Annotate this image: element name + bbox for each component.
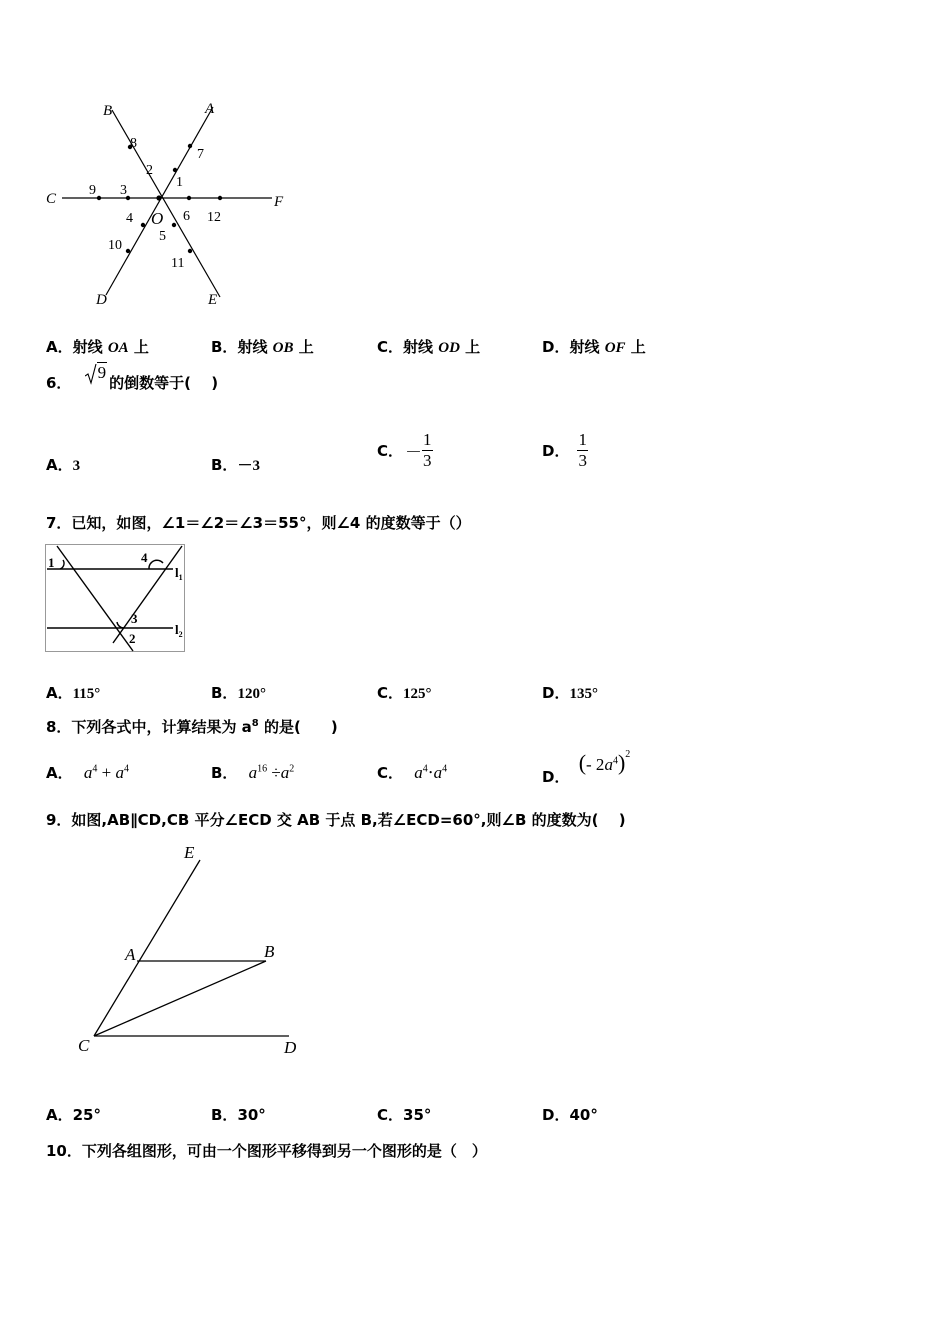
question-text: 的倒数等于( ) [109, 374, 219, 392]
question-6 [46, 363, 219, 395]
exponent: 8 [251, 718, 259, 729]
option-text: 射线 [403, 338, 439, 356]
option-value: 30° [237, 1106, 266, 1124]
point-a-label: A [125, 945, 136, 964]
q8-option-c[interactable] [377, 762, 447, 783]
point-f-label: F [274, 194, 284, 210]
option-letter: B． [211, 764, 238, 782]
angle-4-label: 4 [141, 550, 148, 565]
question-10 [46, 1140, 487, 1161]
num-4: 4 [126, 211, 133, 226]
option-text: 射线 [72, 338, 108, 356]
point-a-label: A [205, 101, 215, 117]
option-value: 135° [569, 686, 598, 702]
q6-option-a[interactable] [46, 454, 80, 475]
num-1: 1 [176, 175, 183, 190]
q9-option-c[interactable] [377, 1104, 431, 1125]
q7-option-d[interactable] [542, 682, 598, 703]
expression: (- $2a^4)^2$ [578, 749, 631, 775]
question-text: 7．已知，如图，∠1＝∠2＝∠3＝55°，则∠4 的度数等于（） [46, 514, 471, 532]
num-2: 2 [146, 163, 153, 178]
minus-sign: － [405, 443, 423, 462]
num-12: 12 [207, 210, 221, 225]
ray-name: OF [604, 340, 626, 356]
option-letter: C． [377, 338, 404, 356]
question-text: 8．下列各式中，计算结果为 a [46, 718, 252, 736]
option-value: 115° [72, 686, 101, 702]
option-text: 上 [128, 338, 149, 356]
num-11: 11 [171, 256, 185, 271]
fraction [422, 430, 433, 471]
num-6: 6 [183, 209, 190, 224]
radical-sign-icon [85, 363, 97, 385]
option-letter: B． [211, 338, 238, 356]
q8-option-d[interactable] [542, 749, 631, 786]
question-7 [46, 512, 471, 533]
q9-option-b[interactable] [211, 1104, 266, 1125]
expression: $a^4 + a^4$ [83, 763, 129, 782]
point-e-label: E [208, 292, 218, 308]
point-c-label: C [46, 191, 57, 207]
q9-option-d[interactable] [542, 1104, 598, 1125]
line-l1-label: $l_1$ [175, 565, 183, 582]
num-5: 5 [159, 229, 166, 244]
question-number: 6． [46, 374, 72, 392]
denominator: 3 [578, 451, 587, 470]
question-text: 9．如图,AB∥CD,CB 平分∠ECD 交 AB 于点 B,若∠ECD=60°,则∠B 的度数为( ) [46, 811, 626, 829]
point-b-label: B [103, 103, 113, 119]
option-value: 125° [403, 686, 432, 702]
figure-angle-bisector [70, 838, 320, 1063]
option-letter: D． [542, 684, 570, 702]
point-c-label: C [78, 1036, 90, 1055]
q8-option-b[interactable] [211, 762, 294, 783]
num-10: 10 [108, 238, 122, 253]
option-letter: B． [211, 1106, 238, 1124]
q5-option-c[interactable] [377, 336, 480, 357]
option-letter: D． [542, 1106, 570, 1124]
num-3: 3 [120, 183, 127, 198]
option-value: 25° [72, 1106, 101, 1124]
option-letter: C． [377, 684, 404, 702]
option-letter: D． [542, 768, 570, 786]
q5-option-b[interactable] [211, 336, 314, 357]
q6-option-d[interactable] [542, 430, 588, 471]
option-letter: A． [46, 338, 73, 356]
q6-option-b[interactable] [211, 454, 260, 475]
angle-2-label: 2 [129, 631, 136, 646]
option-value: 120° [237, 686, 266, 702]
option-letter: D． [542, 442, 570, 460]
q8-option-a[interactable] [46, 762, 129, 783]
ray-name: OA [107, 340, 129, 356]
option-text: 上 [625, 338, 646, 356]
option-letter: C． [377, 1106, 404, 1124]
option-value: 40° [569, 1106, 598, 1124]
figure-parallel-lines [45, 544, 186, 653]
numerator: 1 [423, 430, 432, 449]
num-9: 9 [89, 183, 96, 198]
q7-option-b[interactable] [211, 682, 266, 703]
num-7: 7 [197, 147, 204, 162]
q7-option-c[interactable] [377, 682, 432, 703]
option-letter: B． [211, 684, 238, 702]
question-8 [46, 716, 338, 737]
option-letter: A． [46, 1106, 73, 1124]
option-letter: B． [211, 456, 238, 474]
figure-rays [40, 95, 300, 310]
point-e-label: E [184, 843, 195, 862]
expression: $a^4\cdot a^4$ [414, 763, 448, 782]
point-d-label: D [96, 292, 107, 308]
q7-option-a[interactable] [46, 682, 100, 703]
q5-option-d[interactable] [542, 336, 646, 357]
q6-option-c[interactable] [377, 430, 433, 471]
expression: $a^{16} \div a^2$ [248, 763, 295, 782]
ray-name: OD [438, 340, 460, 356]
question-text: 的是( ) [258, 718, 338, 736]
option-text: 射线 [569, 338, 605, 356]
option-text: 上 [293, 338, 314, 356]
option-letter: A． [46, 764, 73, 782]
option-text: 上 [459, 338, 481, 356]
option-letter: A． [46, 684, 73, 702]
denominator: 3 [423, 451, 432, 470]
option-letter: A． [46, 456, 73, 474]
option-value: 35° [403, 1106, 432, 1124]
option-value: 3 [72, 458, 81, 474]
point-d-label: D [284, 1038, 297, 1057]
angle-3-label: 3 [131, 611, 138, 626]
option-letter: C． [377, 764, 404, 782]
option-value: －3 [237, 458, 260, 474]
option-letter: D． [542, 338, 570, 356]
point-o-label: O [151, 209, 164, 228]
sqrt-expression [85, 363, 108, 385]
numerator: 1 [578, 430, 587, 449]
ray-name: OB [272, 340, 294, 356]
question-9 [46, 809, 626, 830]
question-text: 10．下列各组图形，可由一个图形平移得到另一个图形的是（ ） [46, 1142, 487, 1160]
angle-1-label: 1 [48, 555, 55, 570]
fraction [577, 430, 588, 471]
num-8: 8 [130, 136, 137, 151]
option-text: 射线 [237, 338, 273, 356]
option-letter: C． [377, 442, 404, 460]
line-l2-label: $l_2$ [175, 622, 183, 639]
radicand: 9 [97, 363, 107, 382]
q5-option-a[interactable] [46, 336, 149, 357]
q9-option-a[interactable] [46, 1104, 101, 1125]
point-b-label: B [264, 942, 275, 961]
